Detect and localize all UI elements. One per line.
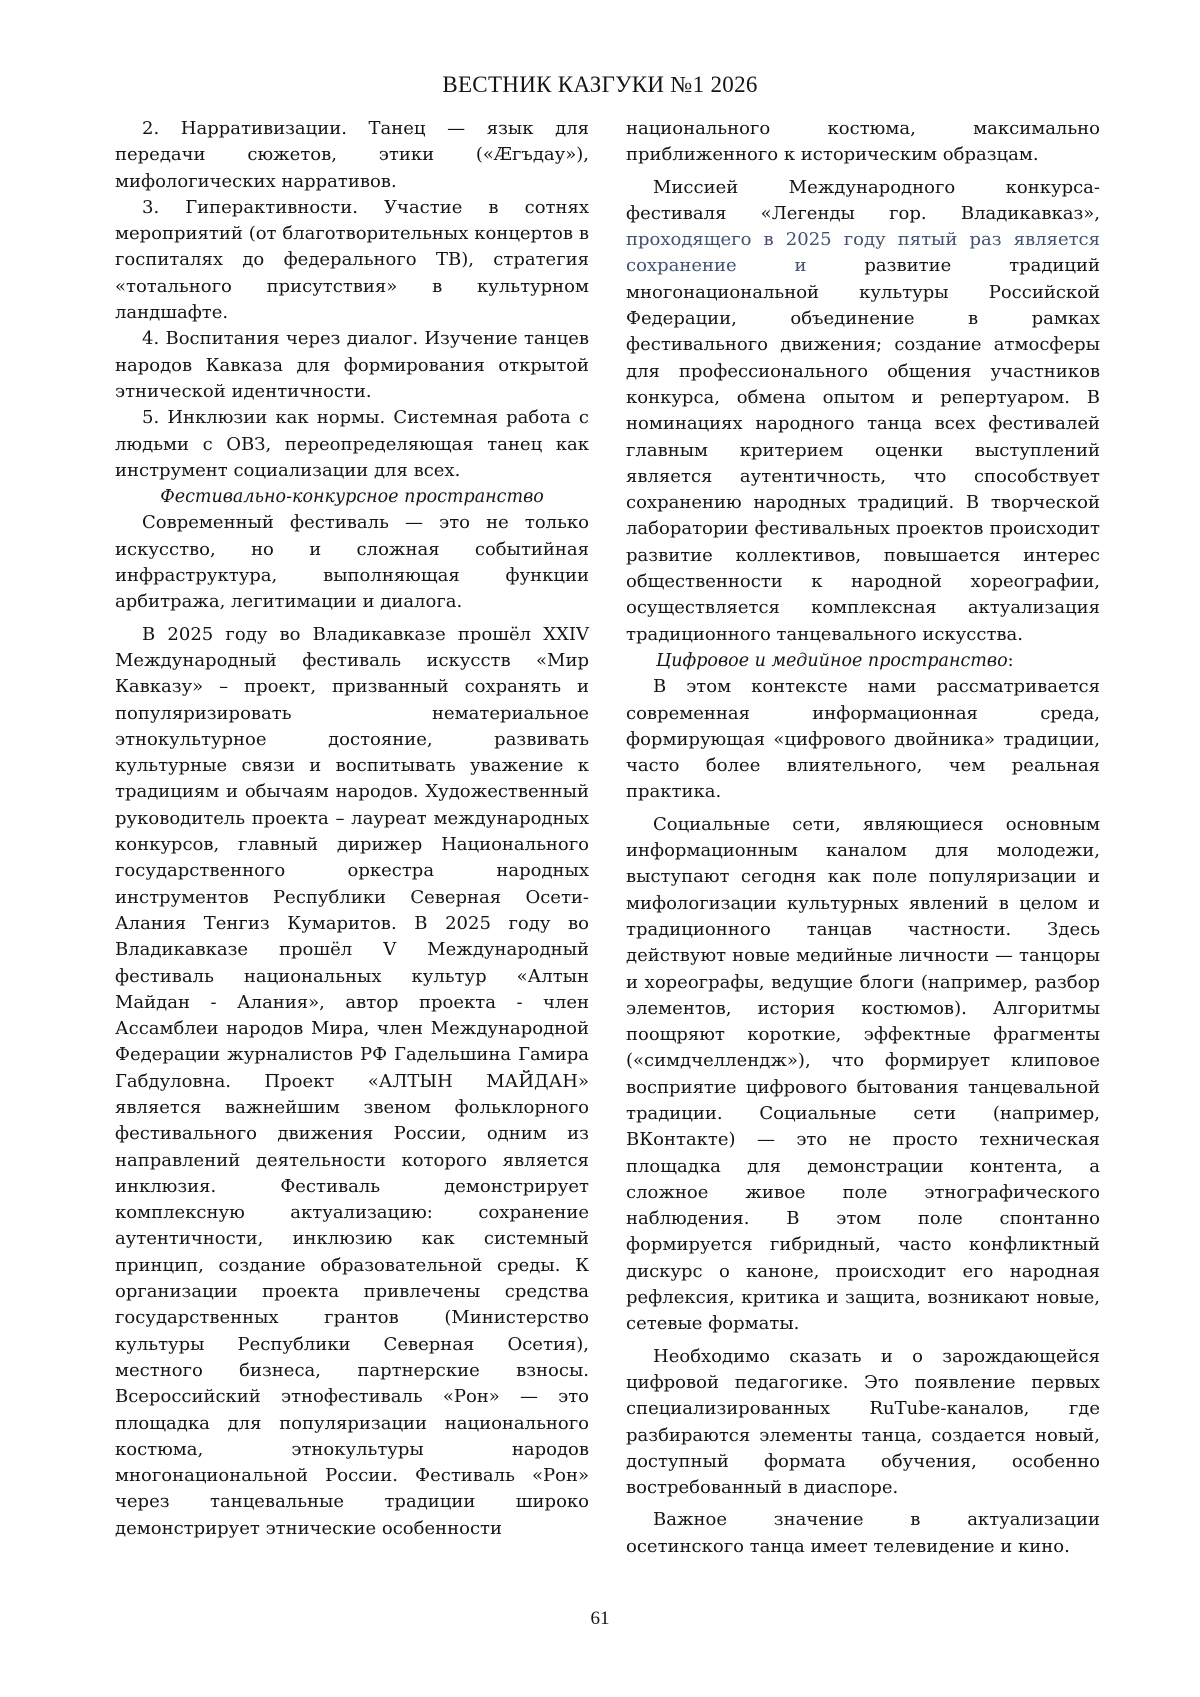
mission-text-start: Миссией Международного конкурса-фестиваля «Легенды гор. Владикавказ», bbox=[626, 176, 1100, 224]
right-column bbox=[626, 116, 1100, 1560]
paragraph-legends-mission bbox=[626, 175, 1100, 648]
paragraph-digital-pedagogy: Необходимо сказать и о зарождающейся цифровой педагогике. Это появление первых специализированных RuTube-каналов, где разбираются элементы танца, создается новый, доступный формата обучения, особенно востребованный в диаспоре. bbox=[626, 1345, 1100, 1499]
highlighted-text: проходящего в 2025 году пятый раз является сохранение и bbox=[626, 229, 1100, 277]
paragraph-digital-twin: В этом контексте нами рассматривается современная информационная среда, формирующая «цифрового двойника» традиции, часто более влиятельного, чем реальная практика. bbox=[626, 676, 1100, 803]
paragraph-tv-cinema: Важное значение в актуализации осетинского танца имеет телевидение и кино. bbox=[626, 1509, 1100, 1557]
list-item-2: 2. Нарративизации. Танец — язык для передачи сюжетов, этики («Æгъдау»), мифологических нарративов. bbox=[115, 118, 589, 192]
paragraph-festivals-2025: В 2025 году во Владикавказе прошёл XXIV Международный фестиваль искусств «Мир Кавказу» – проект, призванный сохранять и популяризировать нематериальное этнокультурное достояние, развивать культурные связи и воспитывать уважение к традициям и обычаям народов. Художественный руководитель проекта – лауреат международных конкурсов, главный дирижер Национального государственного оркестра народных инструментов Республики Северная Осети-Алания Тенгиз Кумаритов. В 2025 году во Владикавказе прошёл V Международный фестиваль национальных культур «Алтын Майдан - Алания», автор проекта - член Ассамблеи народов Мира, член Международной Федерации журналистов РФ Гадельшина Гамира Габдуловна. Проект «АЛТЫН МАЙДАН» является важнейшим звеном фольклорного фестивального движения России, одним из направлений деятельности которого является инклюзия. Фестиваль демонстрирует комплексную актуализацию: сохранение аутентичности, инклюзию как системный принцип, создание образовательной среды. К организации проекта привлечены средства государственных грантов (Министерство культуры Республики Северная Осетия), местного бизнеса, партнерские взносы. Всероссийский этнофестиваль «Рон» — это площадка для популяризации национального костюма, этнокультуры народов многонациональной России. Фестиваль «Рон» через танцевальные традиции широко демонстрирует этнические особенности bbox=[115, 623, 589, 1539]
list-item-3: 3. Гиперактивности. Участие в сотнях мероприятий (от благотворительных концертов в госпиталях до федерального ТВ), стратегия «тотального присутствия» в культурном ландшафте. bbox=[115, 196, 589, 324]
paragraph-social-networks: Социальные сети, являющиеся основным информационным каналом для молодежи, выступают сегодня как поле популяризации и мифологизации культурных явлений в целом и традиционного танцав частности. Здесь действуют новые медийные личности — танцоры и хореографы, ведущие блоги (например, разбор элементов, история костюмов). Алгоритмы поощряют короткие, эффектные фрагменты («симдчеллендж»), что формирует клиповое восприятие цифрового бытования танцевальной традиции. Социальные сети (например, ВКонтакте) — это не просто техническая площадка для демонстрации контента, а сложное живое поле этнографического наблюдения. В этом поле спонтанно формируется гибридный, часто конфликтный дискурс о каноне, происходит его народная рефлексия, критика и защита, возникают новые, сетевые форматы. bbox=[626, 813, 1100, 1335]
section-heading-digital bbox=[626, 648, 1100, 674]
section-heading-festival: Фестивально-конкурсное пространство bbox=[160, 487, 544, 508]
mission-text-rest: развитие традиций многонациональной культуры Российской Федерации, объединение в рамках фестивального движения; создание атмосферы для профессионального общения участников конкурса, обмена опытом и репертуаром. В номинациях народного танца всех фестивалей главным критерием оценки выступлений является аутентичность, что способствует сохранению народных традиций. В творческой лаборатории фестивальных проектов происходит развитие коллективов, повышается интерес общественности к народной хореографии, осуществляется комплексная актуализация традиционного танцевального искусства. bbox=[626, 255, 1100, 645]
running-header: ВЕСТНИК КАЗГУКИ №1 2026 bbox=[442, 72, 758, 97]
section-heading-digital-text: Цифровое и медийное пространство bbox=[656, 650, 1008, 671]
paragraph-festival-intro: Современный фестиваль — это не только искусство, но и сложная событийная инфраструктура, выполняющая функции арбитража, легитимации и диалога. bbox=[115, 512, 589, 613]
paragraph-costume-continuation: национального костюма, максимально приближенного к историческим образцам. bbox=[626, 118, 1100, 166]
list-item-5: 5. Инклюзии как нормы. Системная работа с людьми с ОВЗ, переопределяющая танец как инструмент социализации для всех. bbox=[115, 407, 589, 481]
list-item-4: 4. Воспитания через диалог. Изучение танцев народов Кавказа для формирования открытой этнической идентичности. bbox=[115, 328, 589, 402]
left-column bbox=[115, 116, 589, 1542]
page-number: 61 bbox=[590, 1608, 610, 1629]
heading-colon: : bbox=[1007, 650, 1014, 671]
